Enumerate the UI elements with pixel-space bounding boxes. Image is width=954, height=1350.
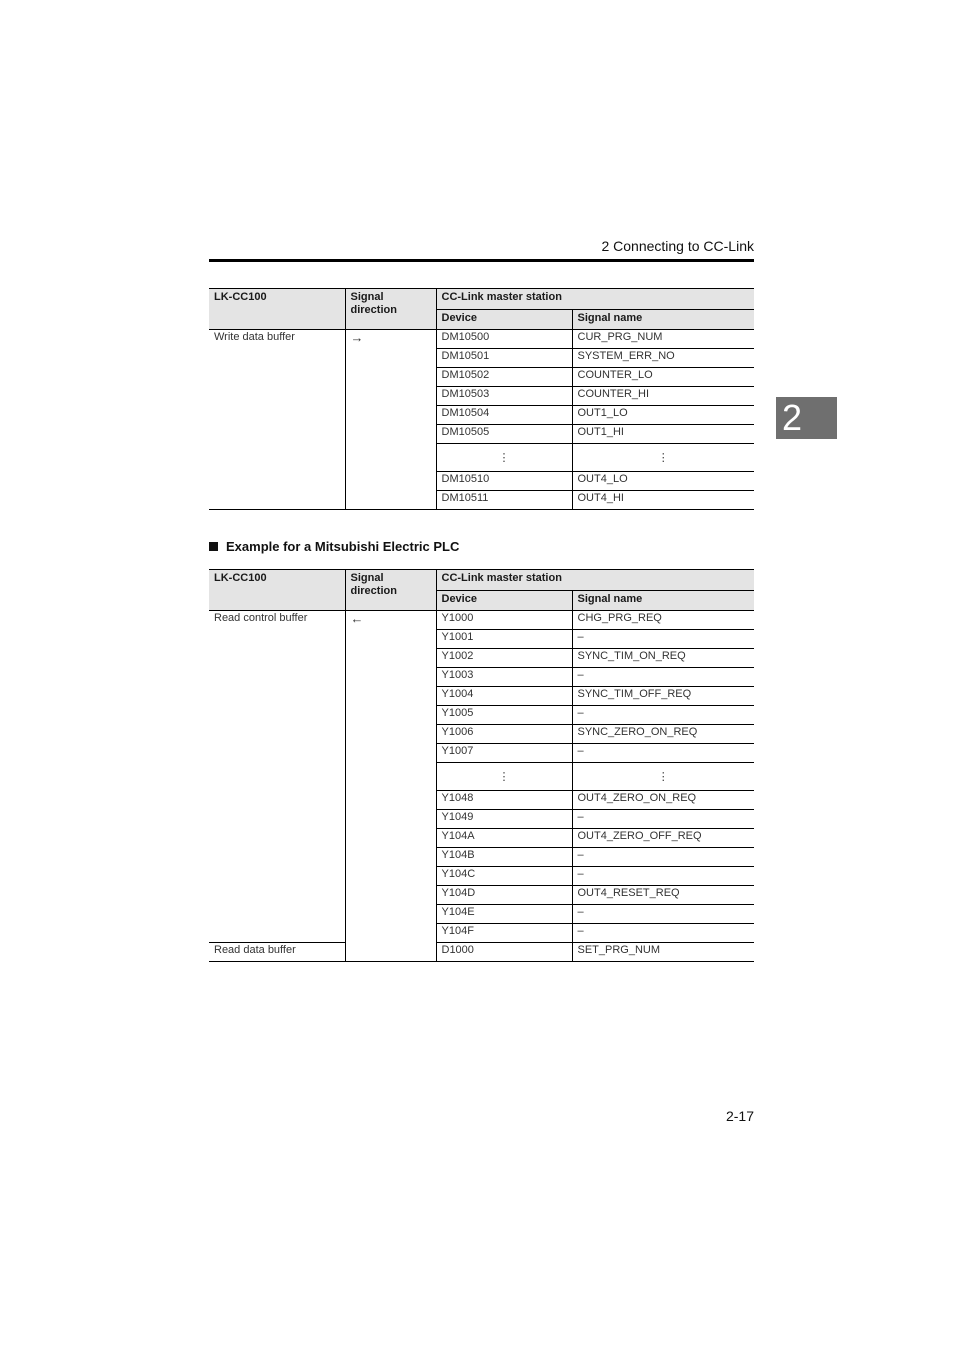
signal-name-cell: – xyxy=(572,848,754,867)
signal-name-cell: OUT1_LO xyxy=(572,406,754,425)
device-cell: Y1048 xyxy=(436,791,572,810)
header-rule xyxy=(209,259,754,262)
signal-name-cell: OUT4_RESET_REQ xyxy=(572,886,754,905)
lk-label-read-data-buffer: Read data buffer xyxy=(209,943,345,962)
signal-name-cell: OUT4_ZERO_ON_REQ xyxy=(572,791,754,810)
device-cell: Y1002 xyxy=(436,649,572,668)
section-heading-text: Example for a Mitsubishi Electric PLC xyxy=(226,539,460,554)
column-header-master: CC-Link master station xyxy=(436,570,754,591)
column-header-device: Device xyxy=(436,591,572,611)
ellipsis-icon: ⋮ xyxy=(436,444,572,472)
device-cell: DM10510 xyxy=(436,472,572,491)
column-header-lk: LK-CC100 xyxy=(209,570,345,611)
device-cell: D1000 xyxy=(436,943,572,962)
page-number: 2-17 xyxy=(725,1108,754,1124)
signal-name-cell: – xyxy=(572,924,754,943)
ellipsis-icon: ⋮ xyxy=(572,444,754,472)
device-cell: Y104A xyxy=(436,829,572,848)
device-cell: Y104E xyxy=(436,905,572,924)
write-data-buffer-table xyxy=(209,288,754,510)
device-cell: Y1049 xyxy=(436,810,572,829)
column-header-lk: LK-CC100 xyxy=(209,289,345,330)
device-cell: Y1007 xyxy=(436,744,572,763)
signal-name-cell: SYNC_TIM_OFF_REQ xyxy=(572,687,754,706)
column-header-signal: Signal name xyxy=(572,310,754,330)
signal-name-cell: SYNC_ZERO_ON_REQ xyxy=(572,725,754,744)
device-cell: Y1005 xyxy=(436,706,572,725)
device-cell: DM10503 xyxy=(436,387,572,406)
signal-name-cell: – xyxy=(572,744,754,763)
table-row xyxy=(209,943,754,962)
device-cell: Y104F xyxy=(436,924,572,943)
signal-name-cell: COUNTER_HI xyxy=(572,387,754,406)
column-header-signal: Signal name xyxy=(572,591,754,611)
device-cell: DM10504 xyxy=(436,406,572,425)
device-cell: DM10500 xyxy=(436,330,572,349)
signal-name-cell: SYNC_TIM_ON_REQ xyxy=(572,649,754,668)
device-cell: Y104B xyxy=(436,848,572,867)
section-heading xyxy=(209,539,459,554)
signal-name-cell: CHG_PRG_REQ xyxy=(572,611,754,630)
device-cell: Y1001 xyxy=(436,630,572,649)
signal-name-cell: OUT4_LO xyxy=(572,472,754,491)
device-cell: Y104D xyxy=(436,886,572,905)
column-header-device: Device xyxy=(436,310,572,330)
column-header-direction: Signal direction xyxy=(345,289,436,330)
ellipsis-icon: ⋮ xyxy=(436,763,572,791)
table-row xyxy=(209,611,754,630)
signal-name-cell: SET_PRG_NUM xyxy=(572,943,754,962)
lk-label-read-control-buffer: Read control buffer xyxy=(209,611,345,943)
device-cell: Y104C xyxy=(436,867,572,886)
signal-name-cell: SYSTEM_ERR_NO xyxy=(572,349,754,368)
running-header: 2 Connecting to CC-Link xyxy=(601,238,754,254)
signal-name-cell: – xyxy=(572,905,754,924)
square-bullet-icon xyxy=(209,542,218,551)
device-cell: Y1006 xyxy=(436,725,572,744)
signal-name-cell: – xyxy=(572,706,754,725)
column-header-master: CC-Link master station xyxy=(436,289,754,310)
device-cell: DM10501 xyxy=(436,349,572,368)
signal-name-cell: OUT4_HI xyxy=(572,491,754,510)
signal-name-cell: – xyxy=(572,867,754,886)
signal-name-cell: OUT4_ZERO_OFF_REQ xyxy=(572,829,754,848)
table-row xyxy=(209,330,754,349)
device-cell: DM10502 xyxy=(436,368,572,387)
signal-name-cell: CUR_PRG_NUM xyxy=(572,330,754,349)
device-cell: DM10505 xyxy=(436,425,572,444)
device-cell: DM10511 xyxy=(436,491,572,510)
device-cell: Y1004 xyxy=(436,687,572,706)
right-arrow-icon: → xyxy=(345,330,436,510)
lk-label-write-data-buffer: Write data buffer xyxy=(209,330,345,510)
left-arrow-icon: ← xyxy=(345,611,436,962)
read-control-buffer-table xyxy=(209,569,754,962)
signal-name-cell: – xyxy=(572,668,754,687)
chapter-tab: 2 xyxy=(776,397,837,439)
signal-name-cell: – xyxy=(572,810,754,829)
ellipsis-icon: ⋮ xyxy=(572,763,754,791)
signal-name-cell: COUNTER_LO xyxy=(572,368,754,387)
signal-name-cell: OUT1_HI xyxy=(572,425,754,444)
device-cell: Y1000 xyxy=(436,611,572,630)
column-header-direction: Signal direction xyxy=(345,570,436,611)
signal-name-cell: – xyxy=(572,630,754,649)
device-cell: Y1003 xyxy=(436,668,572,687)
